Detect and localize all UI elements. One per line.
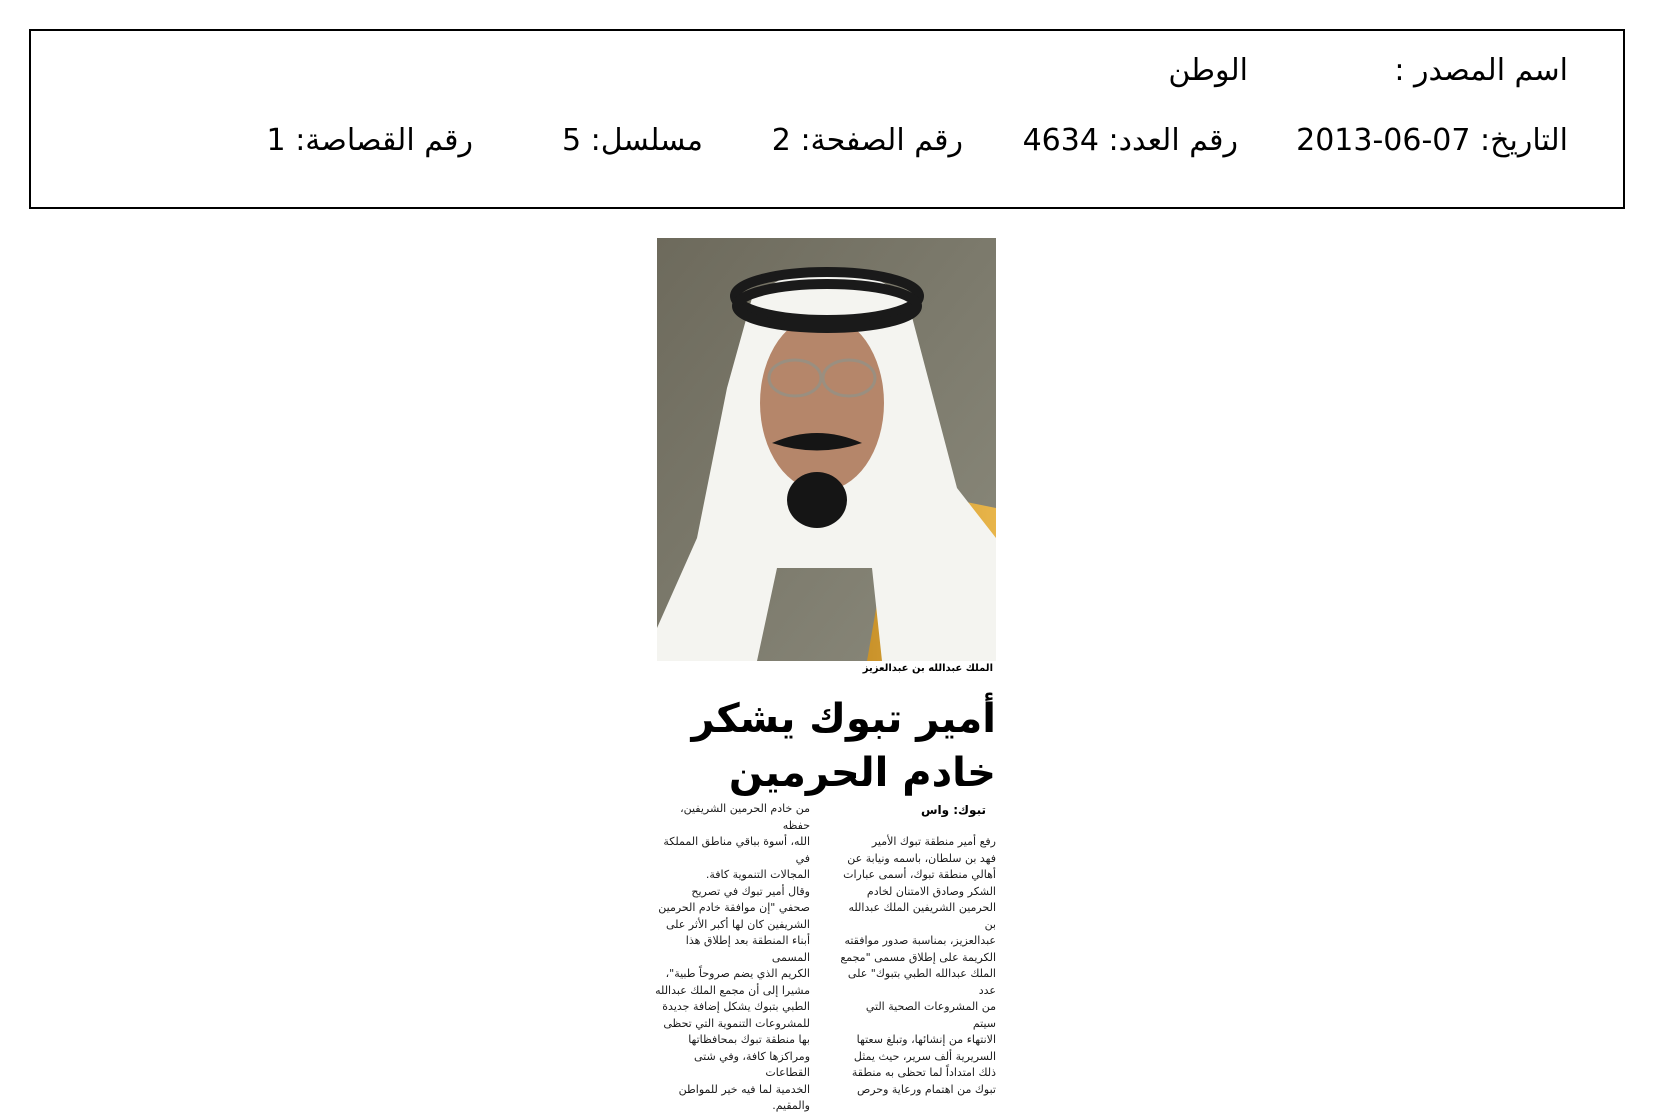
source-value: الوطن	[1168, 53, 1248, 88]
article-headline: أمير تبوك يشكر خادم الحرمين	[691, 696, 996, 796]
clip-value: 1	[266, 123, 286, 158]
serial-label: مسلسل:	[590, 123, 703, 158]
source-label: اسم المصدر :	[1394, 53, 1568, 88]
page-field	[772, 123, 963, 159]
clip-label: رقم القصاصة:	[295, 123, 473, 158]
clip-field	[267, 123, 473, 159]
page-label: رقم الصفحة:	[800, 123, 963, 158]
clipping-metadata-box	[29, 29, 1625, 209]
page-value: 2	[771, 123, 791, 158]
serial-value: 5	[562, 123, 582, 158]
photo-caption: الملك عبدالله بن عبدالعزيز	[862, 663, 993, 674]
portrait-illustration	[657, 238, 996, 661]
article-column-left: من خادم الحرمين الشريفين، حفظه الله، أسوة بباقي مناطق المملكة في المجالات التنموية كافة. وقال أمير تبوك في تصريح صحفي "إن موافقة خادم الحرمين الشريفين كان لها أكبر الأثر على أبناء المنطقة بعد إطلاق هذا المسمى الكريم الذي يضم صروحاً طبية"، مشيرا إلى أن مجمع الملك عبدالله الطبي بتبوك يشكل إضافة جديدة للمشروعات التنموية التي تحظى بها منطقة تبوك بمحافظاتها ومراكزها كافة، وفي شتى القطاعات الخدمية لما فيه خير للمواطن والمقيم.	[655, 802, 810, 1112]
date-field	[1296, 123, 1568, 159]
date-value: 2013-06-07	[1296, 123, 1471, 158]
serial-field	[562, 123, 703, 159]
article-byline: تبوك: واس	[920, 803, 986, 817]
article-column-right: رفع أمير منطقة تبوك الأمير فهد بن سلطان، باسمه ونيابة عن أهالي منطقة تبوك، أسمى عبارات الشكر وصادق الامتنان لخادم الحرمين الشريفين الملك عبدالله بن عبدالعزيز، بمناسبة صدور موافقته الكريمة على إطلاق مسمى "مجمع الملك عبدالله الطبي بتبوك" على عدد من المشروعات الصحية التي سيتم الانتهاء من إنشائها، وتبلغ سعتها السريرية ألف سرير، حيث يمثل ذلك امتداداً لما تحظى به منطقة تبوك من اهتمام ورعاية وحرص	[840, 835, 996, 1096]
article-photo	[657, 238, 996, 661]
issue-label: رقم العدد:	[1108, 123, 1238, 158]
date-label: التاريخ:	[1480, 123, 1568, 158]
issue-value: 4634	[1022, 123, 1099, 158]
issue-field	[1023, 123, 1238, 159]
